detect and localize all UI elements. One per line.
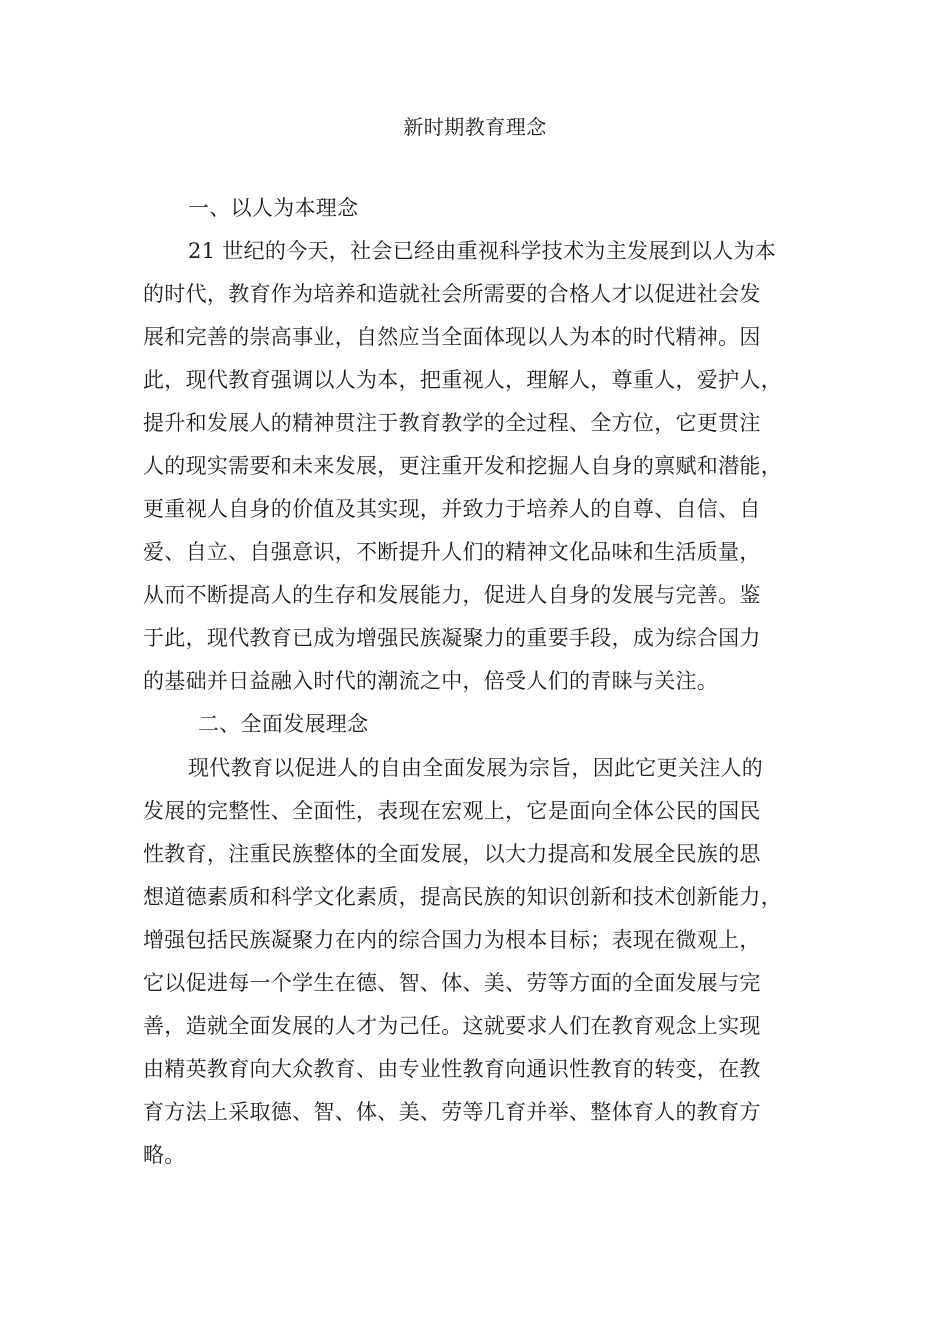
paragraph-line: 人的现实需要和未来发展，更注重开发和挖掘人自身的禀赋和潜能， <box>143 454 782 478</box>
section-heading-1: 一、以人为本理念 <box>188 196 359 220</box>
paragraph-line: 由精英教育向大众教育、由专业性教育向通识性教育的转变，在教 <box>143 1057 761 1081</box>
paragraph-line: 现代教育以促进人的自由全面发展为宗旨，因此它更关注人的 <box>188 756 764 780</box>
paragraph-line: 发展的完整性、全面性，表现在宏观上，它是面向全体公民的国民 <box>143 799 761 823</box>
paragraph-line: 育方法上采取德、智、体、美、劳等几育并举、整体育人的教育方 <box>143 1100 761 1124</box>
paragraph-line: 爱、自立、自强意识，不断提升人们的精神文化品味和生活质量， <box>143 540 761 564</box>
paragraph-line: 它以促进每一个学生在德、智、体、美、劳等方面的全面发展与完 <box>143 971 761 995</box>
paragraph-line: 提升和发展人的精神贯注于教育教学的全过程、全方位，它更贯注 <box>143 411 761 435</box>
paragraph-line: 展和完善的崇高事业，自然应当全面体现以人为本的时代精神。因 <box>143 325 761 349</box>
paragraph-line: 此，现代教育强调以人为本，把重视人，理解人，尊重人，爱护人， <box>143 368 782 392</box>
paragraph-line: 略。 <box>143 1143 186 1167</box>
paragraph-line: 想道德素质和科学文化素质，提高民族的知识创新和技术创新能力， <box>143 885 782 909</box>
paragraph-line: 的基础并日益融入时代的潮流之中，倍受人们的青睐与关注。 <box>143 669 719 693</box>
paragraph-line: 增强包括民族凝聚力在内的综合国力为根本目标；表现在微观上， <box>143 928 761 952</box>
paragraph-line: 性教育，注重民族整体的全面发展，以大力提高和发展全民族的思 <box>143 842 761 866</box>
paragraph-line: 从而不断提高人的生存和发展能力，促进人自身的发展与完善。鉴 <box>143 583 761 607</box>
paragraph-line: 21 世纪的今天，社会已经由重视科学技术为主发展到以人为本 <box>188 239 777 263</box>
document-title: 新时期教育理念 <box>403 115 547 139</box>
paragraph-line: 更重视人自身的价值及其实现，并致力于培养人的自尊、自信、自 <box>143 497 761 521</box>
paragraph-line: 于此，现代教育已成为增强民族凝聚力的重要手段，成为综合国力 <box>143 626 761 650</box>
paragraph-line: 的时代，教育作为培养和造就社会所需要的合格人才以促进社会发 <box>143 282 761 306</box>
section-heading-2: 二、全面发展理念 <box>198 712 369 736</box>
paragraph-line: 善，造就全面发展的人才为己任。这就要求人们在教育观念上实现 <box>143 1014 761 1038</box>
